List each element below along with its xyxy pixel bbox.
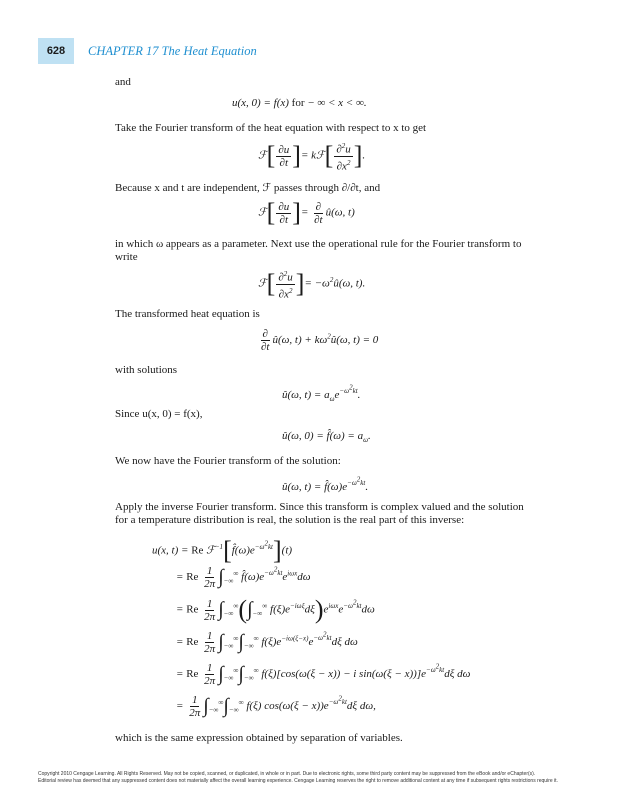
equation-solution-form: û(ω, $t) = a_\omega e^{-\omega^2kt}$. [282,384,361,404]
copyright-footer [38,771,598,785]
paragraph-6: Since u(x, 0) = f(x), [115,408,203,420]
page-number: 628 [38,38,74,64]
paragraph-3: in which ω appears as a parameter. Next use the operational rule for the Fourier transform to write [115,238,522,263]
equation-operational-rule: ℱ[ $\frac{\partial^2u}{\partial x^2}$ ]= $-\omega^2û(\omega$, t). [258,269,366,301]
equation-inverse-4: = Re $\frac{1}{2\pi}$ $\int_{-\infty}^\infty\int_{-\infty}^\infty$ $f(\xi)e^{-i\omega(\xi-x)}e^{-\omega^2kt}d\xi$ dω [176,630,358,655]
paragraph-7: We now have the Fourier transform of the solution: [115,455,341,467]
paragraph-2: Because x and t are independent, ℱ passes through ∂/∂t, and [115,182,381,194]
equation-partial-t: ℱ[ $\frac{\partial u}{\partial t}$ ]= $\frac{\partial}{\partial t}$ û(ω, t) [258,198,355,227]
chapter-title: CHAPTER 17 The Heat Equation [88,43,257,58]
paragraph-5: with solutions [115,364,178,376]
paragraph-9: which is the same expression obtained by separation of variables. [115,732,403,744]
paragraph-4: The transformed heat equation is [115,308,260,320]
equation-inverse-5: = Re $\frac{1}{2\pi}$ $\int_{-\infty}^\infty\int_{-\infty}^\infty$ f(ξ)[cos(ω(ξ − x)) − i $\sin(\omega(\xi - x))]e^{-\omega^2kt}d\xi$ dω [176,662,471,687]
footer-line-1: Copyright 2010 Cengage Learning. All Rights Reserved. May not be copied, scanned, or duplicated, in whole or in part. Due to electronic rights, some third party content may be suppressed from the eBook and/or eChapter(s). [38,771,536,777]
equation-fourier-heat: ℱ[ $\frac{\partial u}{\partial t}$ ]= kℱ[ $\frac{\partial^2u}{\partial x^2}$ ]. [258,141,366,173]
equation-transformed: $\frac{\partial}{\partial t}$ û(ω, $t) + k\omega^2û(\omega$, t) = 0 [261,328,379,353]
paragraph-1: Take the Fourier transform of the heat equation with respect to x to get [115,122,427,134]
page-header [38,38,257,64]
equation-initial-transform: û(ω, 0) = f̂(ω) = $a_\omega$. [282,430,371,445]
equation-inverse-2: = Re $\frac{1}{2\pi}$ $\int_{-\infty}^\infty$ $f̂(\omega)e^{-\omega^2kt}e^{i\omega x}d\omega$ [176,565,311,590]
equation-inverse-1: u(x, t) = Re $ℱ^{-1}[f̂(\omega)e^{-\omega^2kt}](t)$ [152,536,293,565]
equation-initial-condition: u(x, 0) = f(x) for − ∞ < x < ∞. [232,97,367,109]
footer-line-2: Editorial review has deemed that any suppressed content does not materially affect the overall learning experience. Cengage Learning reserves the right to remove additional content at any time if subsequent rights restrictions require it. [38,778,558,784]
equation-inverse-6: = $\frac{1}{2\pi}$ $\int_{-\infty}^\infty\int_{-\infty}^\infty$ f(ξ) $\cos(\omega(\xi - x))e^{-\omega^2kt}d\xi$ dω, [176,694,376,719]
equation-solution-transform: û(ω, $t) = f̂(\omega)e^{-\omega^2kt}$. [282,476,369,493]
text-and: and [115,76,131,88]
paragraph-8: Apply the inverse Fourier transform. Since this transform is complex valued and the solution for a temperature distribution is real, the solution is the real part of this inverse: [115,501,524,526]
equation-inverse-3: = Re $\frac{1}{2\pi}$ $\int_{-\infty}^\infty(\int_{-\infty}^\infty$ $f(\xi)e^{-i\omega\xi}d\xi)e^{i\omega x}e^{-\omega^2kt}d\omega$ [176,595,375,624]
